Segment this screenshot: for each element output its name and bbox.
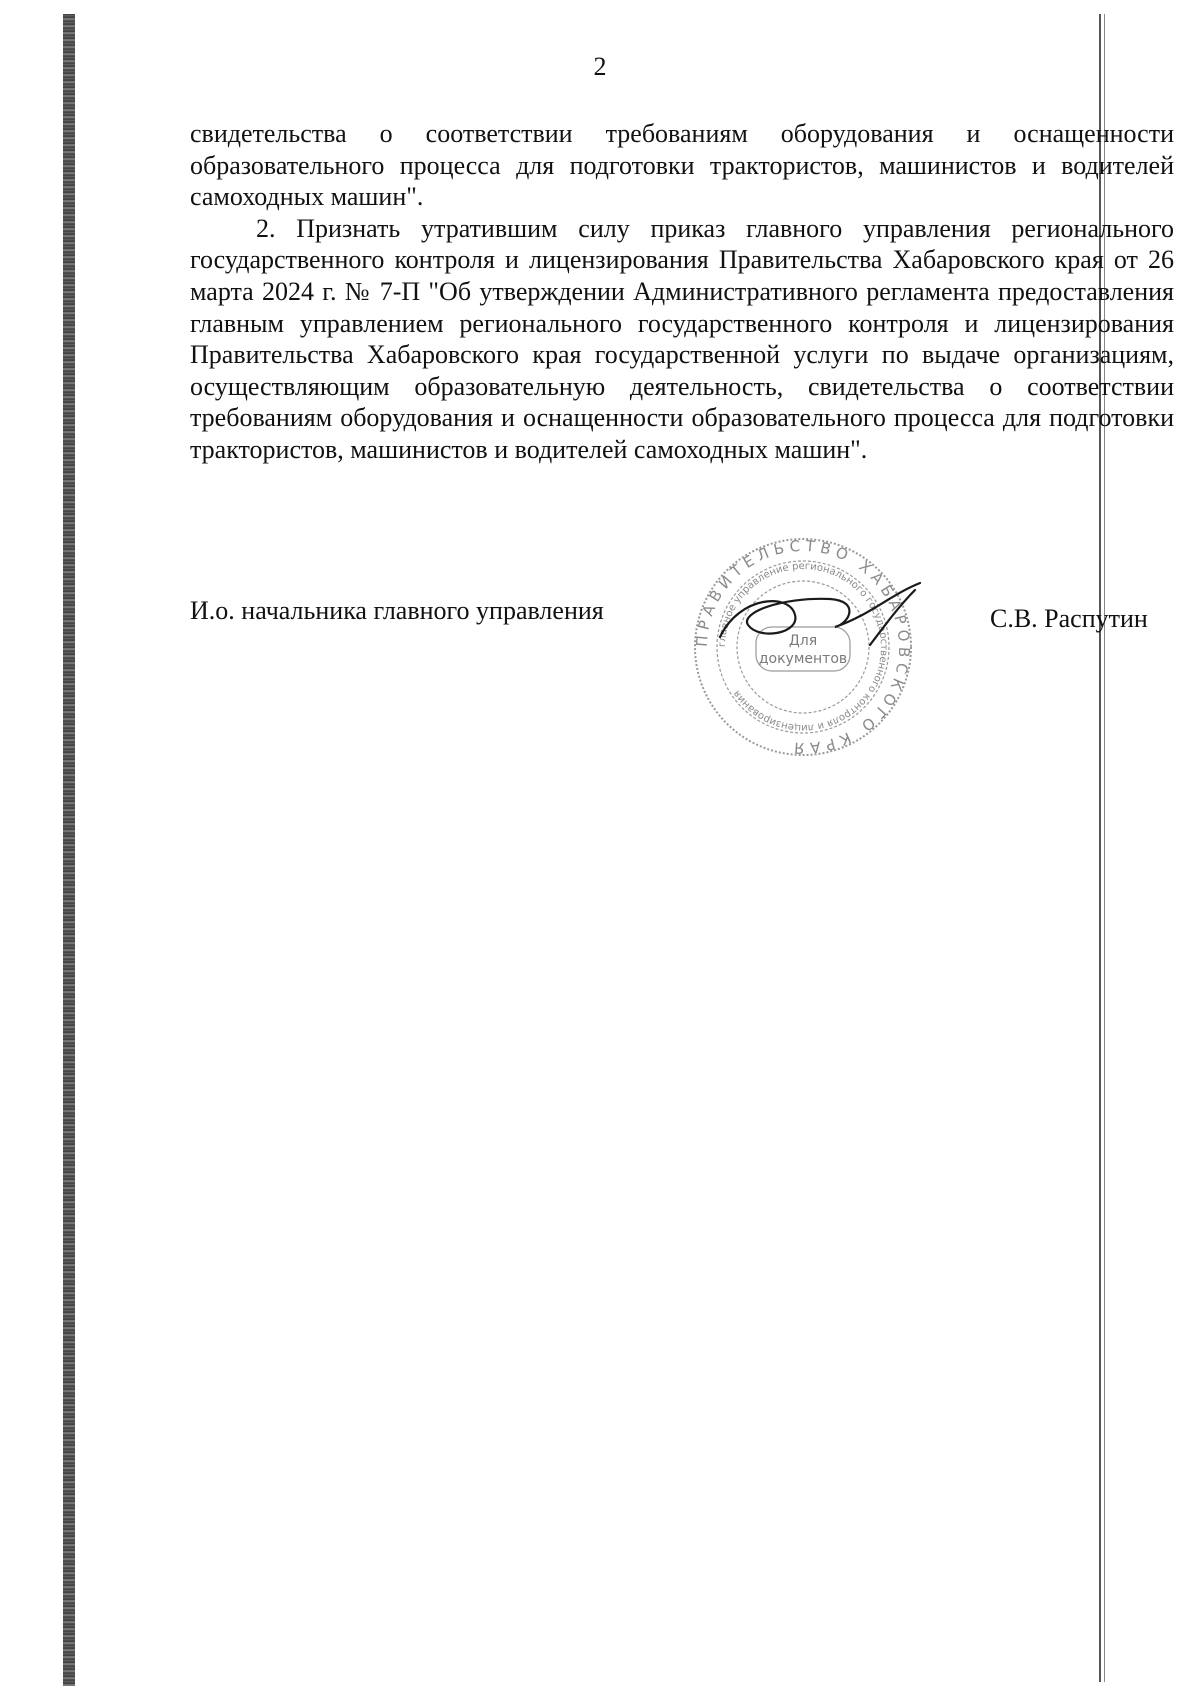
handwritten-signature: [700, 575, 960, 655]
seal-center-line-2: документов: [758, 651, 848, 667]
seal-outer-text: ПРАВИТЕЛЬСТВО ХАБАРОВСКОГО КРАЯ: [692, 536, 914, 758]
signature-block: [190, 595, 1174, 635]
seal-center-line-1: Для: [788, 633, 818, 649]
document-body: [190, 118, 1174, 466]
signatory-name: С.В. Распутин: [990, 604, 1148, 633]
page-number: 2: [593, 52, 607, 81]
signatory-title: И.о. начальника главного управления: [190, 596, 604, 625]
scan-edge-artifact: [63, 14, 75, 1686]
continuation-paragraph: свидетельства о соответствии требованиям оборудования и оснащенности образовательного процесса для подготовки трактористов, машинистов и водителей самоходных машин".: [190, 119, 1174, 212]
seal-inner-text: главное управление регионального государственного контроля и лицензирования: [716, 560, 890, 734]
item-2-paragraph: 2. Признать утратившим силу приказ главного управления регионального государственного контроля и лицензирования Правительства Хабаровского края от 26 марта 2024 г. № 7-П "Об утверждении Административного регламента предоставления главным управлением регионального государственного контроля и лицензирования Правительства Хабаровского края государственной услуги по выдаче организациям, осуществляющим образовательную деятельность, свидетельства о соответствии требованиям оборудования и оснащенности образовательного процесса для подготовки трактористов, машинистов и водителей самоходных машин".: [190, 213, 1174, 464]
